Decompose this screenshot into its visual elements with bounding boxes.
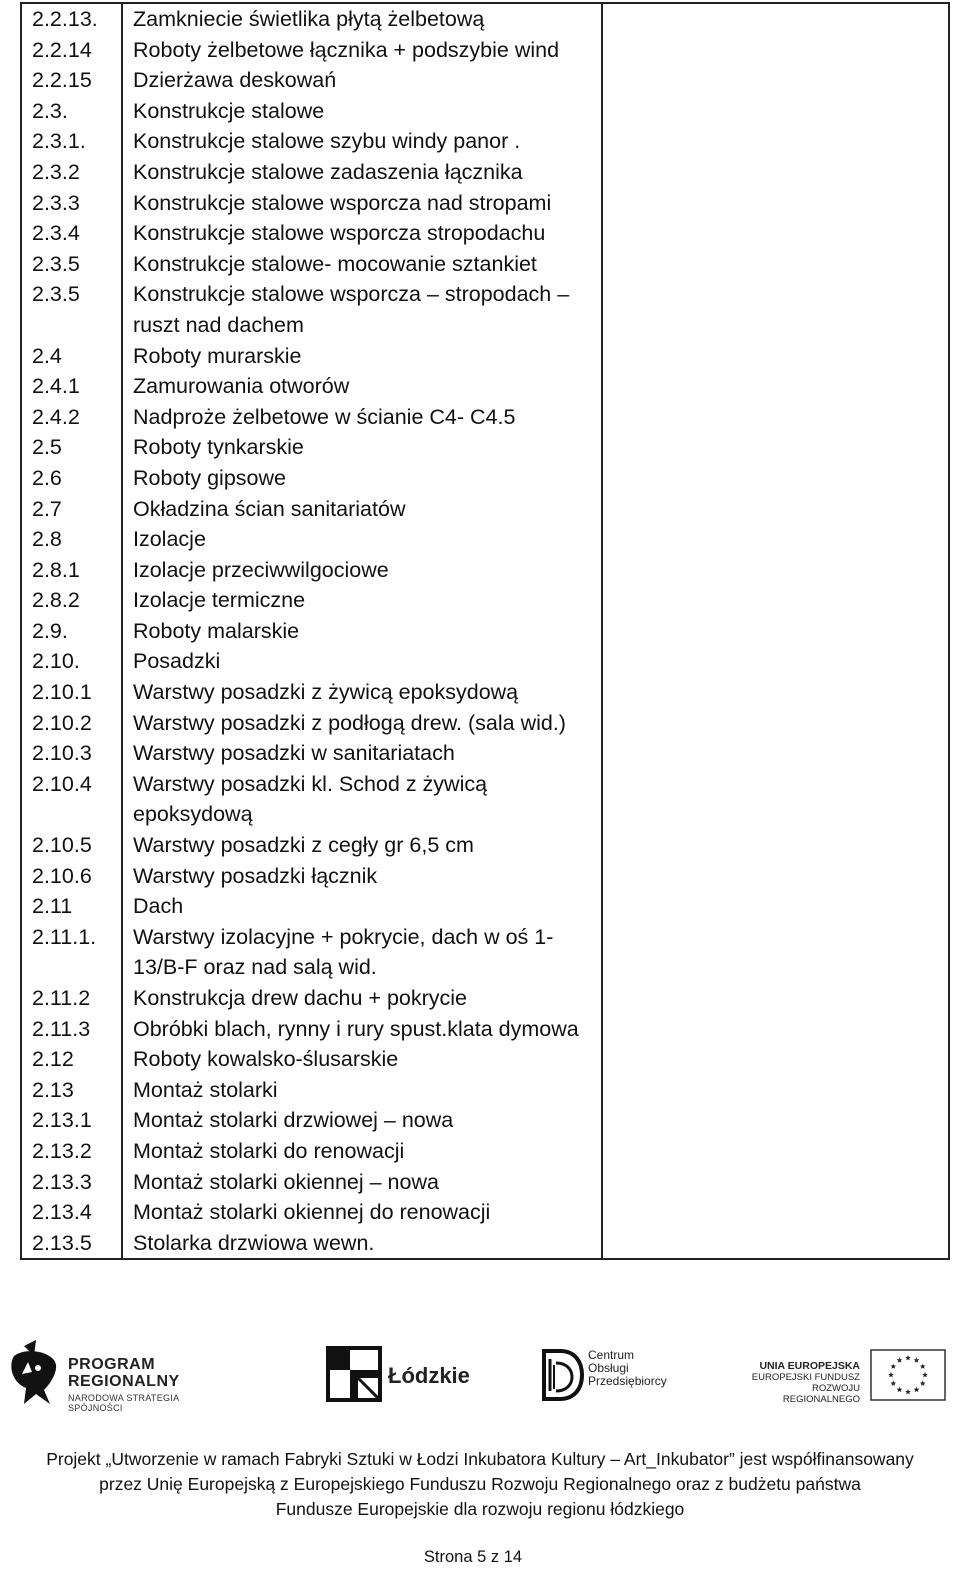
item-number: 2.11 (21, 891, 122, 922)
item-number: 2.10.3 (21, 738, 122, 769)
item-number: 2.10.2 (21, 708, 122, 739)
item-description: Obróbki blach, rynny i rury spust.klata dymowa (122, 1014, 602, 1045)
item-number: 2.8.2 (21, 585, 122, 616)
item-value-cell (602, 983, 949, 1014)
item-description: Roboty kowalsko-ślusarskie (122, 1044, 602, 1075)
item-value-cell (602, 1014, 949, 1045)
table-row (21, 341, 949, 372)
item-value-cell (602, 218, 949, 249)
table-row (21, 463, 949, 494)
item-number: 2.2.15 (21, 65, 122, 96)
item-value-cell (602, 555, 949, 586)
item-number: 2.10.5 (21, 830, 122, 861)
table-row (21, 585, 949, 616)
item-description: Nadproże żelbetowe w ścianie C4- C4.5 (122, 402, 602, 433)
item-number: 2.3.1. (21, 126, 122, 157)
item-description: Zamkniecie świetlika płytą żelbetową (122, 3, 602, 35)
item-description: Warstwy posadzki z cegły gr 6,5 cm (122, 830, 602, 861)
item-description: Konstrukcje stalowe wsporcza stropodachu (122, 218, 602, 249)
table-row (21, 3, 949, 35)
table-row (21, 677, 949, 708)
item-description: Izolacje (122, 524, 602, 555)
centrum-obslugi-logo (540, 1345, 665, 1405)
table-row (21, 830, 949, 861)
footer-line-2: przez Unię Europejską z Europejskiego Funduszu Rozwoju Regionalnego oraz z budżetu państwa (99, 1474, 861, 1494)
item-value-cell (602, 524, 949, 555)
item-description: Montaż stolarki okiennej – nowa (122, 1167, 602, 1198)
item-value-cell (602, 738, 949, 769)
item-description: Izolacje przeciwwilgociowe (122, 555, 602, 586)
table-row (21, 35, 949, 66)
table-row (21, 188, 949, 219)
cop-emblem-icon (540, 1345, 586, 1403)
item-description: Dach (122, 891, 602, 922)
item-value-cell (602, 3, 949, 35)
item-value-cell (602, 402, 949, 433)
item-value-cell (602, 371, 949, 402)
item-number: 2.9. (21, 616, 122, 647)
item-description: Montaż stolarki okiennej do renowacji (122, 1197, 602, 1228)
item-value-cell (602, 1228, 949, 1260)
table-row (21, 891, 949, 922)
item-value-cell (602, 494, 949, 525)
unia-europejska-logo (740, 1345, 950, 1405)
table-row (21, 983, 949, 1014)
item-number: 2.3. (21, 96, 122, 127)
item-description: Warstwy posadzki kl. Schod z żywicą epoksydową (122, 769, 602, 830)
table-row (21, 769, 949, 830)
item-number: 2.10. (21, 646, 122, 677)
table-row (21, 616, 949, 647)
item-description: Montaż stolarki drzwiowej – nowa (122, 1105, 602, 1136)
item-number: 2.3.3 (21, 188, 122, 219)
item-value-cell (602, 922, 949, 983)
table-row (21, 738, 949, 769)
item-description: Konstrukcje stalowe zadaszenia łącznika (122, 157, 602, 188)
item-description: Warstwy izolacyjne + pokrycie, dach w oś 1-13/B-F oraz nad salą wid. (122, 922, 602, 983)
item-value-cell (602, 1136, 949, 1167)
item-description: Konstrukcje stalowe szybu windy panor . (122, 126, 602, 157)
item-value-cell (602, 341, 949, 372)
item-number: 2.3.4 (21, 218, 122, 249)
table-row (21, 494, 949, 525)
item-value-cell (602, 830, 949, 861)
table-row (21, 432, 949, 463)
item-description: Warstwy posadzki z żywicą epoksydową (122, 677, 602, 708)
item-value-cell (602, 126, 949, 157)
item-number: 2.13.2 (21, 1136, 122, 1167)
item-description: Montaż stolarki do renowacji (122, 1136, 602, 1167)
item-value-cell (602, 157, 949, 188)
item-number: 2.11.1. (21, 922, 122, 983)
table-row (21, 1136, 949, 1167)
table-row (21, 922, 949, 983)
item-value-cell (602, 769, 949, 830)
item-value-cell (602, 1044, 949, 1075)
cop-text: Centrum Obsługi Przedsiębiorcy (588, 1348, 667, 1388)
page-number: Strona 5 z 14 (423, 1548, 523, 1566)
item-value-cell (602, 585, 949, 616)
item-number: 2.4.1 (21, 371, 122, 402)
item-description: Warstwy posadzki z podłogą drew. (sala wid.) (122, 708, 602, 739)
item-value-cell (602, 861, 949, 892)
item-value-cell (602, 463, 949, 494)
item-number: 2.12 (21, 1044, 122, 1075)
item-number: 2.11.2 (21, 983, 122, 1014)
item-value-cell (602, 96, 949, 127)
program-regionalny-logo (6, 1338, 211, 1413)
item-value-cell (602, 708, 949, 739)
item-description: Montaż stolarki (122, 1075, 602, 1106)
lodzkie-emblem-icon (325, 1345, 383, 1403)
item-description: Roboty tynkarskie (122, 432, 602, 463)
item-description: Zamurowania otworów (122, 371, 602, 402)
program-regionalny-emblem-icon (6, 1338, 66, 1408)
table-row (21, 65, 949, 96)
item-description: Konstrukcja drew dachu + pokrycie (122, 983, 602, 1014)
item-number: 2.8.1 (21, 555, 122, 586)
item-number: 2.13.3 (21, 1167, 122, 1198)
item-description: Izolacje termiczne (122, 585, 602, 616)
table-row (21, 1228, 949, 1260)
item-number: 2.4 (21, 341, 122, 372)
item-value-cell (602, 279, 949, 340)
item-value-cell (602, 35, 949, 66)
footer-text (0, 1447, 960, 1522)
eu-flag-icon (870, 1349, 946, 1401)
table-row (21, 96, 949, 127)
item-number: 2.11.3 (21, 1014, 122, 1045)
table-row (21, 1105, 949, 1136)
table-row (21, 218, 949, 249)
table-row (21, 1167, 949, 1198)
item-number: 2.10.6 (21, 861, 122, 892)
table-row (21, 371, 949, 402)
item-value-cell (602, 188, 949, 219)
logo-strip (0, 1333, 960, 1423)
item-value-cell (602, 677, 949, 708)
item-number: 2.2.14 (21, 35, 122, 66)
item-number: 2.3.5 (21, 279, 122, 340)
item-value-cell (602, 1167, 949, 1198)
table-row (21, 646, 949, 677)
item-description: Dzierżawa deskowań (122, 65, 602, 96)
table-row (21, 861, 949, 892)
item-number: 2.13.4 (21, 1197, 122, 1228)
item-number: 2.3.2 (21, 157, 122, 188)
items-table (20, 2, 950, 1260)
item-number: 2.2.13. (21, 3, 122, 35)
table-row (21, 249, 949, 280)
ue-text: UNIA EUROPEJSKA EUROPEJSKI FUNDUSZ ROZWOJU REGIONALNEGO (751, 1360, 860, 1405)
cost-items-table (20, 2, 950, 1260)
item-description: Konstrukcje stalowe (122, 96, 602, 127)
item-value-cell (602, 65, 949, 96)
item-number: 2.13.1 (21, 1105, 122, 1136)
lodzkie-text: Łódzkie (388, 1363, 470, 1388)
item-description: Konstrukcje stalowe wsporcza – stropodach – ruszt nad dachem (122, 279, 602, 340)
item-value-cell (602, 616, 949, 647)
item-value-cell (602, 1197, 949, 1228)
item-description: Warstwy posadzki w sanitariatach (122, 738, 602, 769)
item-number: 2.6 (21, 463, 122, 494)
item-number: 2.10.4 (21, 769, 122, 830)
item-number: 2.7 (21, 494, 122, 525)
item-number: 2.8 (21, 524, 122, 555)
footer-line-1: Projekt „Utworzenie w ramach Fabryki Sztuki w Łodzi Inkubatora Kultury – Art_Inkubator” jest współfinansowany (46, 1449, 914, 1469)
item-number: 2.10.1 (21, 677, 122, 708)
table-body (21, 3, 949, 1259)
item-value-cell (602, 1105, 949, 1136)
table-row (21, 1014, 949, 1045)
table-row (21, 402, 949, 433)
item-description: Okładzina ścian sanitariatów (122, 494, 602, 525)
footer-line-3: Fundusze Europejskie dla rozwoju regionu łódzkiego (275, 1499, 685, 1519)
item-description: Roboty murarskie (122, 341, 602, 372)
item-value-cell (602, 646, 949, 677)
table-row (21, 555, 949, 586)
table-row (21, 279, 949, 340)
table-row (21, 1044, 949, 1075)
program-regionalny-subtitle: NARODOWA STRATEGIA SPÓJNOŚCI (68, 1393, 179, 1413)
program-regionalny-title: PROGRAM REGIONALNY (68, 1356, 180, 1390)
item-value-cell (602, 891, 949, 922)
item-description: Roboty gipsowe (122, 463, 602, 494)
item-value-cell (602, 432, 949, 463)
table-row (21, 524, 949, 555)
item-description: Posadzki (122, 646, 602, 677)
table-row (21, 1075, 949, 1106)
item-number: 2.4.2 (21, 402, 122, 433)
item-description: Warstwy posadzki łącznik (122, 861, 602, 892)
item-description: Roboty żelbetowe łącznika + podszybie wind (122, 35, 602, 66)
item-description: Stolarka drzwiowa wewn. (122, 1228, 602, 1260)
item-description: Konstrukcje stalowe wsporcza nad stropami (122, 188, 602, 219)
table-row (21, 708, 949, 739)
table-row (21, 126, 949, 157)
item-number: 2.13 (21, 1075, 122, 1106)
item-number: 2.3.5 (21, 249, 122, 280)
lodzkie-logo (325, 1345, 470, 1405)
table-row (21, 1197, 949, 1228)
table-row (21, 157, 949, 188)
item-description: Konstrukcje stalowe- mocowanie sztankiet (122, 249, 602, 280)
item-value-cell (602, 249, 949, 280)
item-value-cell (602, 1075, 949, 1106)
item-description: Roboty malarskie (122, 616, 602, 647)
item-number: 2.5 (21, 432, 122, 463)
item-number: 2.13.5 (21, 1228, 122, 1260)
